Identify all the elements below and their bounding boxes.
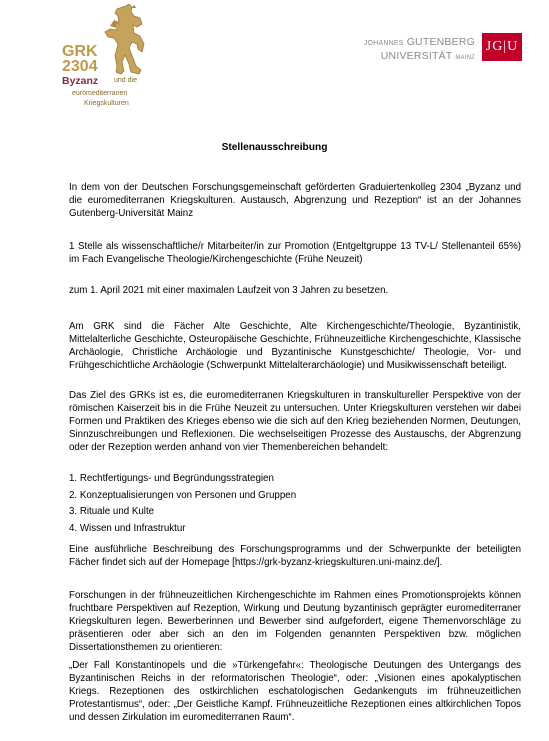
beschreibung-paragraph: Eine ausführliche Beschreibung des Forschungsprogramms und der Schwerpunkte der beteiligten Fächer findet sich auf der Homepage [https://grk-byzanz-kriegskulturen.uni-mainz.de/]. (69, 544, 521, 568)
page-title: Stellenausschreibung (221, 142, 328, 153)
jgu-logo: JG|U (482, 33, 522, 61)
uni-gutenberg: GUTENBERG (406, 36, 475, 48)
intro-paragraph: In dem von der Deutschen Forschungsgemeinschaft geförderten Graduiertenkolleg 2304 „Byzanz und die euromediterranen Kriegskulturen. Austausch, Abgrenzung und Rezeption“ ist an der Johannes Gutenberg-Universität Mainz (69, 182, 521, 219)
grk-und-label: und die (114, 77, 137, 84)
list-item: 4. Wissen und Infrastruktur (69, 523, 186, 534)
uni-mainz: MAINZ (455, 55, 475, 61)
list-item: 1. Rechtfertigungs- und Begründungsstrategien (69, 473, 274, 484)
ziel-paragraph: Das Ziel des GRKs ist es, die euromediterranen Kriegskulturen in transkultureller Perspektive von der römischen Kaiserzeit bis in die Frühe Neuzeit zu untersuchen. Unter Kriegskulturen verstehen wir dabei Formen und Praktiken des Krieges ebenso wie die sich auf den Krieg beziehenden Normen, Deutungen, Sinnzuschreibungen und Reflexionen. Die wechselseitigen Prozesse des Austauschs, der Abgrenzung oder der Rezeption werden anhand von vier Themenbereichen behandelt: (69, 390, 521, 453)
start-paragraph: zum 1. April 2021 mit einer maximalen Laufzeit von 3 Jahren zu besetzen. (69, 285, 389, 296)
position-paragraph: 1 Stelle als wissenschaftliche/r Mitarbeiter/in zur Promotion (Entgeltgruppe 13 TV-L/ Stellenanteil 65%) im Fach Evangelische Theologie/Kirchengeschichte (Frühe Neuzeit) (69, 241, 521, 265)
faecher-paragraph: Am GRK sind die Fächer Alte Geschichte, Alte Kirchengeschichte/Theologie, Byzantinistik, Mittelalterliche Geschichte, Osteuropäische Geschichte, Frühneuzeitliche Kirchengeschichte, Klassische Archäologie, Christliche Archäologie und Byzantinische Kunstgeschichte/ Theologie, Vor- und Frühgeschichtliche Archäologie (Schwerpunkt Mittelalterarchäologie) und Musikwissenschaft beteiligt. (69, 321, 521, 371)
grk-byzanz-label: Byzanz (62, 75, 99, 87)
university-wordmark (340, 36, 475, 64)
uni-johannes: JOHANNES (363, 40, 404, 47)
grk-line2: euromediterranen (72, 90, 128, 97)
list-item: 2. Konzeptualisierungen von Personen und Gruppen (69, 490, 297, 501)
list-item: 3. Rituale und Kulte (69, 506, 155, 517)
forschungen-paragraph: Forschungen in der frühneuzeitlichen Kirchengeschichte im Rahmen eines Promotionsprojekts können fruchtbare Perspektiven auf Rezeption, Wirkung und Deutung byzantinisch geprägter euromediterraner Kriegskulturen legen. Bewerberinnen und Bewerber sind aufgefordert, eigene Themenvorschläge zu präsentieren oder aber sich an den im Folgenden genannten Perspektiven bzw. möglichen Dissertationsthemen zu orientieren: (69, 590, 521, 653)
horseman-emblem-icon (102, 4, 154, 86)
grk-line3: Kriegskulturen (84, 100, 129, 107)
grk-number: GRK 2304 (62, 43, 98, 75)
grk-logo (62, 4, 182, 116)
themen-beispiele-paragraph: „Der Fall Konstantinopels und die »Türkengefahr«: Theologische Deutungen des Untergangs des Byzantinischen Reichs in der reformatorischen Theologie“, oder: „Visionen eines apokalyptischen Kriegs. Rezeptionen des ostkirchlichen eschatologischen Gedankenguts im frühneuzeitlichen Protestantismus“, oder: „Der Geistliche Kampf. Frühneuzeitliche Rezeptionen eines altkirchlichen Topos und dessen Zirkulation im euromediterranen Raum“. (69, 660, 521, 723)
uni-universitaet: UNIVERSITÄT (380, 50, 453, 62)
